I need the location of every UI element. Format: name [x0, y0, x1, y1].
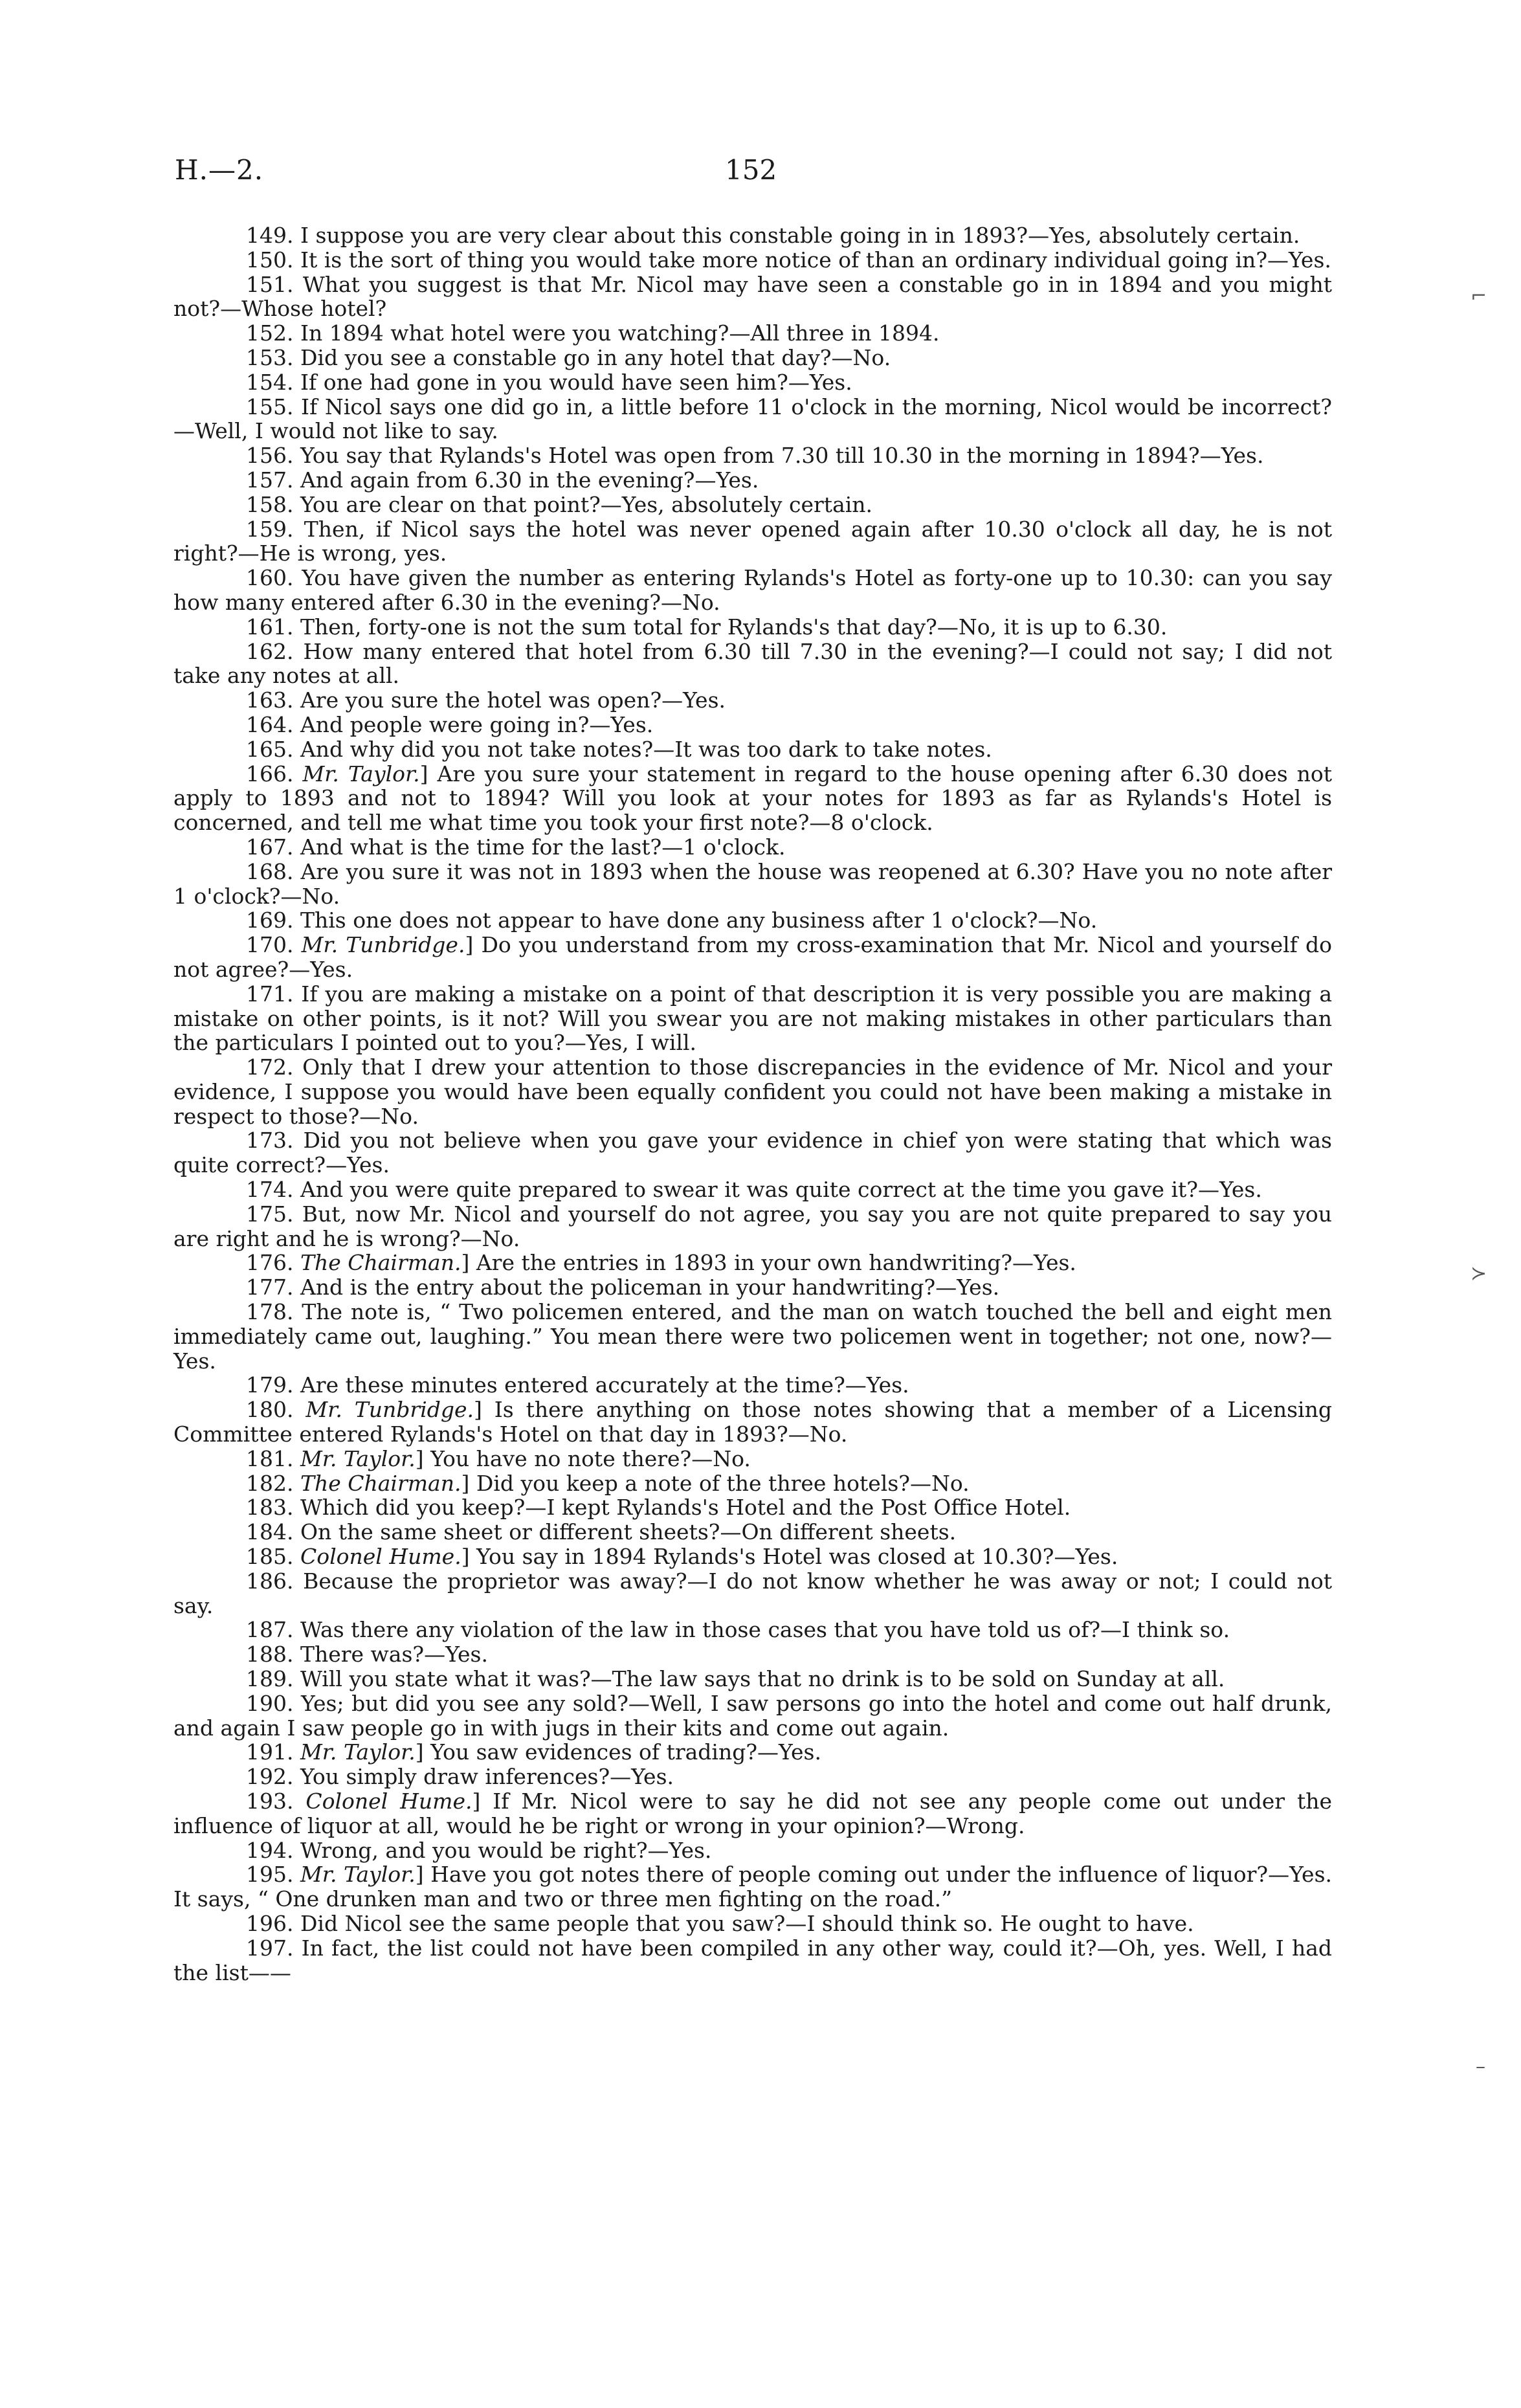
testimony-entry: [173, 1740, 1332, 1765]
entry-text: 172. Only that I drew your attention to those discrepancies in the evidence of Mr. Nicol and your evidence, I suppose you would have been equally confident you could not have been making a mistake in respect to those?—No.: [173, 1054, 1332, 1129]
entry-text: 180.: [246, 1397, 306, 1423]
testimony-entry: [173, 1789, 1332, 1838]
entry-text: 153. Did you see a constable go in any hotel that day?—No.: [246, 344, 891, 370]
entry-text: 194. Wrong, and you would be right?—Yes.: [246, 1837, 712, 1863]
entry-text: 169. This one does not appear to have done any business after 1 o'clock?—No.: [246, 908, 1098, 933]
entry-text: 155. If Nicol says one did go in, a little before 11 o'clock in the morning, Nicol would be incorrect?—Well, I would not like to say.: [173, 394, 1332, 444]
entry-text: 159. Then, if Nicol says the hotel was never opened again after 10.30 o'clock all day, he is not right?—He is wrong, yes.: [173, 516, 1332, 566]
entry-text: 150. It is the sort of thing you would take more notice of than an ordinary individual going in?—Yes.: [246, 247, 1331, 273]
entry-text: 190. Yes; but did you see any sold?—Well, I saw persons go into the hotel and come out half drunk, and again I saw people go in with jugs in their kits and come out again.: [173, 1690, 1332, 1741]
entry-text: 157. And again from 6.30 in the evening?—Yes.: [246, 467, 759, 493]
testimony-entry: [173, 1862, 1332, 1912]
entry-text-continued: ] Are you sure your statement in regard to the house opening after 6.30 does not apply to 1893 and not to 1894? Will you look at your notes for 1893 as far as Rylands's Hotel is concerned, and tell me what time you took your first note?—8 o'clock.: [173, 761, 1333, 836]
entry-text: 175. But, now Mr. Nicol and yourself do not agree, you say you are not quite prepared to say you are right and he is wrong?—No.: [173, 1201, 1332, 1251]
entry-text: 177. And is the entry about the policeman in your handwriting?—Yes.: [246, 1275, 1000, 1300]
entry-text: 163. Are you sure the hotel was open?—Yes.: [246, 687, 726, 713]
testimony-entry: [173, 566, 1332, 615]
testimony-entry: [173, 248, 1332, 273]
testimony-entry: [173, 1202, 1332, 1251]
document-reference: H.—2.: [175, 154, 264, 186]
testimony-entry: [173, 1275, 1332, 1300]
testimony-entry: [173, 737, 1332, 762]
testimony-entry: [173, 713, 1332, 737]
testimony-entry: [173, 493, 1332, 517]
entry-text: 179. Are these minutes entered accurately at the time?—Yes.: [246, 1372, 909, 1398]
entry-text: 170.: [246, 932, 302, 958]
testimony-entry: [173, 321, 1332, 346]
testimony-entry: [173, 1300, 1332, 1373]
entry-text-continued: ] Are the entries in 1893 in your own handwriting?—Yes.: [461, 1250, 1076, 1276]
entry-text: 152. In 1894 what hotel were you watching?—All three in 1894.: [246, 320, 940, 346]
entry-text: 187. Was there any violation of the law in those cases that you have told us of?—I think so.: [246, 1617, 1230, 1643]
testimony-entry: [173, 982, 1332, 1055]
entry-text: 154. If one had gone in you would have seen him?—Yes.: [246, 369, 852, 395]
speaker-name: Mr. Tunbridge.: [301, 932, 465, 958]
entry-text-continued: ] Did you keep a note of the three hotels?—No.: [461, 1470, 970, 1496]
speaker-name: The Chairman.: [300, 1470, 461, 1496]
testimony-entry: [173, 468, 1332, 493]
testimony-entry: [173, 688, 1332, 713]
speaker-name: Mr. Taylor.: [300, 1862, 416, 1888]
testimony-entry: [173, 933, 1332, 982]
entry-text: 178. The note is, “ Two policemen entered, and the man on watch touched the bell and eight men immediately came out, laughing.” You mean there were two policemen went in together; not one, now?—Yes.: [173, 1299, 1332, 1374]
entry-text: 166.: [246, 761, 303, 786]
testimony-entry: [173, 1912, 1332, 1936]
testimony-entry: [173, 1569, 1332, 1618]
entry-text: 185.: [246, 1544, 300, 1570]
entry-text-continued: ] You saw evidences of trading?—Yes.: [415, 1739, 821, 1765]
entry-text: 176.: [246, 1250, 300, 1276]
page-number: 152: [725, 154, 777, 186]
page-header: [175, 154, 1340, 199]
testimony-entry: [173, 1471, 1332, 1496]
entry-text: 191.: [246, 1739, 300, 1765]
entry-text: 196. Did Nicol see the same people that you saw?—I should think so. He ought to have.: [246, 1910, 1194, 1936]
entry-text: 173. Did you not believe when you gave your evidence in chief yon were stating that which was quite correct?—Yes.: [173, 1128, 1332, 1178]
testimony-entry: [173, 346, 1332, 370]
speaker-name: Colonel Hume.: [305, 1789, 472, 1814]
testimony-entry: [173, 1398, 1332, 1447]
entry-text-continued: ] You have no note there?—No.: [415, 1445, 751, 1471]
entry-text: 162. How many entered that hotel from 6.30 till 7.30 in the evening?—I could not say; I did not take any notes at all.: [173, 638, 1332, 689]
testimony-entry: [173, 1128, 1332, 1177]
entry-text: 149. I suppose you are very clear about this constable going in in 1893?—Yes, absolutely certain.: [246, 223, 1300, 248]
testimony-entry: [173, 370, 1332, 395]
testimony-entry: [173, 860, 1332, 909]
entry-text: 165. And why did you not take notes?—It was too dark to take notes.: [246, 736, 992, 762]
speaker-name: Colonel Hume.: [300, 1544, 461, 1570]
testimony-entry: [173, 1055, 1332, 1128]
testimony-entry: [173, 517, 1332, 566]
entry-text: 193.: [246, 1789, 306, 1814]
testimony-entry: [173, 1520, 1332, 1544]
testimony-body: [173, 223, 1332, 1985]
entry-text: 167. And what is the time for the last?—1 o'clock.: [246, 834, 786, 860]
entry-text-continued: ] Have you got notes there of people coming out under the influence of liquor?—Yes. It says, “ One drunken man and two or three men fighting on the road.”: [173, 1862, 1332, 1912]
testimony-entry: [173, 762, 1332, 835]
testimony-entry: [173, 1765, 1332, 1789]
entry-text: 182.: [246, 1470, 300, 1496]
entry-text: 197. In fact, the list could not have been compiled in any other way, could it?—Oh, yes. Well, I had the list——: [173, 1935, 1332, 1985]
entry-text: 184. On the same sheet or different sheets?—On different sheets.: [246, 1519, 957, 1545]
testimony-entry: [173, 615, 1332, 640]
testimony-entry: [173, 835, 1332, 860]
entry-text: 151. What you suggest is that Mr. Nicol may have seen a constable go in in 1894 and you might not?—Whose hotel?: [173, 271, 1332, 322]
testimony-entry: [173, 1495, 1332, 1520]
testimony-entry: [173, 1642, 1332, 1667]
testimony-entry: [173, 1691, 1332, 1741]
entry-text: 158. You are clear on that point?—Yes, absolutely certain.: [246, 491, 873, 517]
entry-text-continued: ] If Mr. Nicol were to say he did not see any people come out under the influence of liquor at all, would he be right or wrong in your opinion?—Wrong.: [173, 1789, 1332, 1838]
speaker-name: Mr. Taylor.: [302, 761, 420, 786]
testimony-entry: [173, 1618, 1332, 1642]
entry-text: 171. If you are making a mistake on a point of that description it is very possible you are making a mistake on other points, is it not? Will you swear you are not making mistakes in other particulars than the particulars I pointed out to you?—Yes, I will.: [173, 981, 1332, 1056]
margin-mark: –: [1476, 2055, 1485, 2078]
entry-text: 188. There was?—Yes.: [246, 1642, 488, 1667]
speaker-name: Mr. Taylor.: [300, 1445, 416, 1471]
entry-text: 164. And people were going in?—Yes.: [246, 711, 654, 737]
speaker-name: Mr. Tunbridge.: [305, 1397, 474, 1423]
testimony-entry: [173, 1838, 1332, 1863]
entry-text: 192. You simply draw inferences?—Yes.: [246, 1764, 674, 1790]
entry-text: 183. Which did you keep?—I kept Rylands's Hotel and the Post Office Hotel.: [246, 1495, 1071, 1521]
entry-text: 181.: [246, 1445, 300, 1471]
entry-text: 160. You have given the number as entering Rylands's Hotel as forty-one up to 10.30: can you say how many entered after 6.30 in the evening?—No.: [173, 565, 1332, 615]
entry-text: 186. Because the proprietor was away?—I do not know whether he was away or not; I could not say.: [173, 1568, 1332, 1618]
testimony-entry: [173, 223, 1332, 248]
entry-text-continued: ] Is there anything on those notes showing that a member of a Licensing Committee entered Rylands's Hotel on that day in 1893?—No.: [173, 1397, 1332, 1447]
testimony-entry: [173, 1544, 1332, 1569]
speaker-name: Mr. Taylor.: [300, 1739, 416, 1765]
entry-text-continued: ] Do you understand from my cross-examination that Mr. Nicol and yourself do not agree?—Yes.: [173, 932, 1332, 982]
testimony-entry: [173, 1936, 1332, 1985]
testimony-entry: [173, 1251, 1332, 1275]
speaker-name: The Chairman.: [300, 1250, 461, 1276]
testimony-entry: [173, 1447, 1332, 1471]
entry-text: 174. And you were quite prepared to swear it was quite correct at the time you gave it?—Yes.: [246, 1177, 1262, 1203]
testimony-entry: [173, 1177, 1332, 1202]
testimony-entry: [173, 908, 1332, 933]
testimony-entry: [173, 443, 1332, 468]
entry-text: 156. You say that Rylands's Hotel was open from 7.30 till 10.30 in the morning in 1894?—Yes.: [246, 443, 1264, 469]
testimony-entry: [173, 1373, 1332, 1398]
entry-text-continued: ] You say in 1894 Rylands's Hotel was closed at 10.30?—Yes.: [461, 1544, 1118, 1570]
testimony-entry: [173, 395, 1332, 444]
margin-mark: ⌐: [1471, 285, 1487, 307]
entry-text: 195.: [246, 1862, 300, 1888]
testimony-entry: [173, 640, 1332, 689]
testimony-entry: [173, 273, 1332, 322]
entry-text: 189. Will you state what it was?—The law says that no drink is to be sold on Sunday at all.: [246, 1666, 1225, 1692]
margin-mark: ≻: [1471, 1262, 1487, 1285]
testimony-entry: [173, 1667, 1332, 1691]
entry-text: 161. Then, forty-one is not the sum total for Rylands's that day?—No, it is up to 6.30.: [246, 614, 1168, 640]
entry-text: 168. Are you sure it was not in 1893 when the house was reopened at 6.30? Have you no note after 1 o'clock?—No.: [173, 858, 1332, 909]
